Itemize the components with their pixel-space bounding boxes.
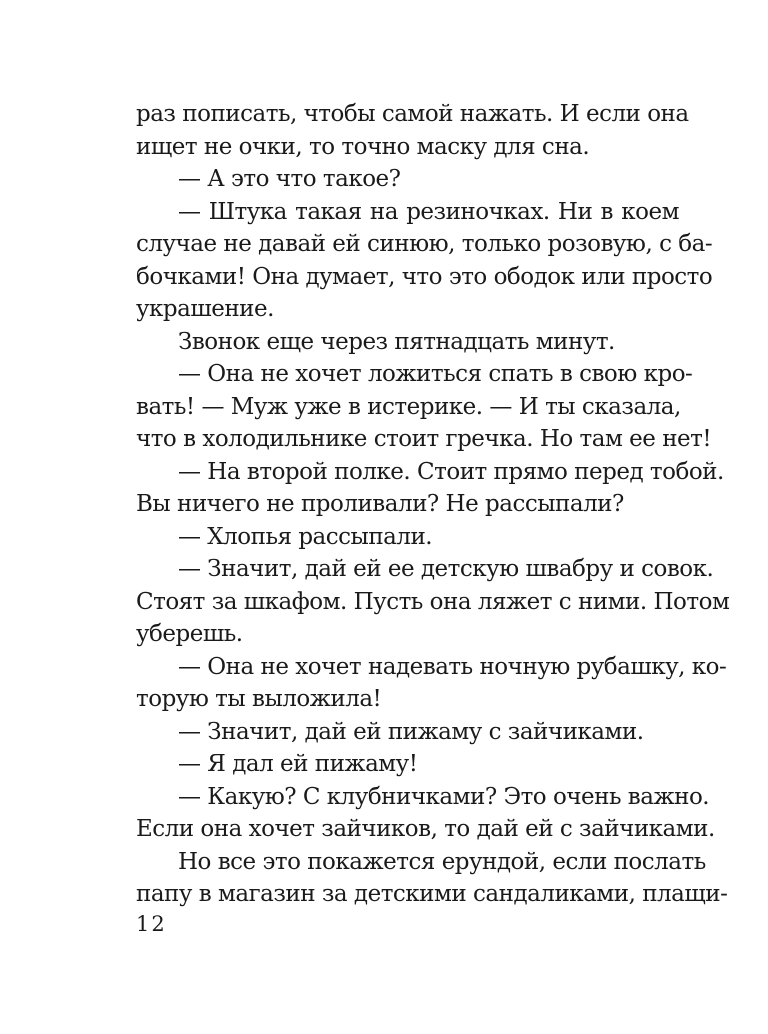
text-line: Стоят за шкафом. Пусть она ляжет с ними. Потом [136,588,730,615]
page-number: 12 [136,912,167,936]
text-line: украшение. [136,296,274,322]
text-line: — А это что такое? [178,166,401,192]
text-line: — На второй полке. Стоит прямо перед тобой. [178,458,724,485]
text-line: Если она хочет зайчиков, то дай ей с зайчиками. [136,816,715,842]
text-line: — Она не хочет ложиться спать в свою кро- [178,361,693,387]
page-text [136,98,730,911]
text-line: Вы ничего не проливали? Не рассыпали? [136,491,624,517]
text-line: случае не давай ей синюю, только розовую, с ба- [136,231,713,257]
text-line: — Я дал ей пижаму! [178,751,418,777]
text-line: — Значит, дай ей пижаму с зайчиками. [178,718,644,745]
text-line: торую ты выложила! [136,686,382,712]
text-line: уберешь. [136,621,243,647]
text-line: что в холодильнике стоит гречка. Но там ее нет! [136,426,712,452]
text-line: Звонок еще через пятнадцать минут. [178,328,615,355]
text-line: Но все это покажется ерундой, если послать [178,848,706,875]
text-line: — Она не хочет надевать ночную рубашку, ко- [178,653,727,680]
text-line: — Хлопья рассыпали. [178,523,433,550]
text-line: бочками! Она думает, что это ободок или просто [136,263,713,290]
text-line: — Штука такая на резиночках. Ни в коем [178,198,679,225]
text-line: раз пописать, чтобы самой нажать. И если она [136,101,689,127]
text-line: ищет не очки, то точно маску для сна. [136,133,590,160]
text-line: папу в магазин за детскими сандаликами, плащи- [136,881,728,907]
text-line: вать! — Муж уже в истерике. — И ты сказала, [136,393,681,420]
text-line: — Какую? С клубничками? Это очень важно. [178,783,710,810]
text-line: — Значит, дай ей ее детскую швабру и совок. [178,556,714,582]
